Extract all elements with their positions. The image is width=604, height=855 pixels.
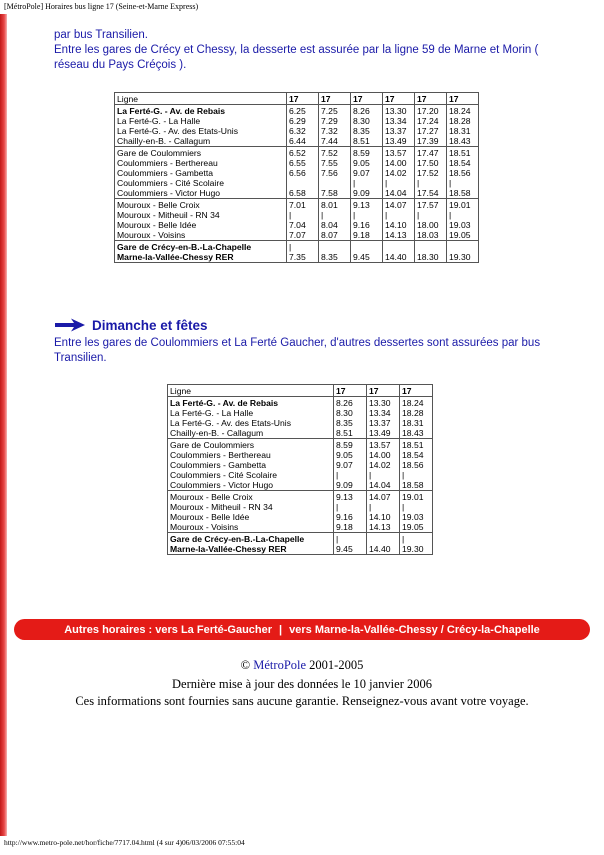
line-number-header: 17 (383, 93, 415, 105)
departure-time: 7.58 (321, 188, 338, 198)
sunday-section-heading (54, 315, 208, 335)
stop-group-row (115, 199, 479, 241)
departure-time: 6.44 (289, 136, 306, 146)
departure-time: 8.30 (353, 116, 370, 126)
line-number-header: 17 (367, 385, 400, 397)
departure-times-cell (447, 241, 479, 263)
stop-name: Gare de Coulommiers (117, 148, 202, 158)
departure-time: 18.51 (449, 148, 471, 158)
last-update-text: Dernière mise à jour des données le 10 janvier 2006 (172, 677, 432, 691)
departure-time: 7.01 (289, 200, 306, 210)
departure-time: 18.28 (449, 116, 471, 126)
departure-time: 9.13 (353, 200, 370, 210)
departure-time: | (289, 242, 292, 252)
left-decorative-bar (0, 14, 7, 836)
departure-time: | (449, 210, 452, 220)
departure-time: 6.29 (289, 116, 306, 126)
departure-time: | (369, 502, 372, 512)
departure-time: | (353, 210, 356, 220)
departure-time: 19.05 (449, 230, 471, 240)
stop-name: Mouroux - Voisins (117, 230, 186, 240)
departure-time: 8.07 (321, 230, 338, 240)
departure-times-cell (415, 105, 447, 147)
sunday-section-title: Dimanche et fêtes (92, 317, 208, 333)
departure-time: | (321, 210, 324, 220)
departure-time: 17.47 (417, 148, 439, 158)
stop-names-cell (168, 397, 334, 439)
departure-time: 17.52 (417, 168, 439, 178)
departure-time: 13.30 (385, 106, 407, 116)
departure-time: 18.43 (402, 428, 424, 438)
stop-name: Chailly-en-B. - Callagum (117, 136, 211, 146)
line-number-header: 17 (319, 93, 351, 105)
stop-names-cell (115, 147, 287, 199)
departure-times-cell (367, 397, 400, 439)
stop-name: Coulommiers - Cité Scolaire (170, 470, 277, 480)
departure-times-cell (400, 397, 433, 439)
departure-times-cell (334, 397, 367, 439)
departure-time: | (449, 178, 452, 188)
departure-time: 14.40 (385, 252, 407, 262)
departure-time: 8.26 (336, 398, 353, 408)
departure-time: 7.25 (321, 106, 338, 116)
departure-time: 7.56 (321, 168, 338, 178)
departure-times-cell (334, 491, 367, 533)
departure-time: 19.01 (449, 200, 471, 210)
departure-time: 19.01 (402, 492, 424, 502)
departure-time (289, 178, 316, 188)
departure-time: 14.10 (385, 220, 407, 230)
other-timetables-banner (14, 619, 590, 640)
departure-time: 17.50 (417, 158, 439, 168)
departure-time: 17.54 (417, 188, 439, 198)
departure-time: 18.24 (402, 398, 424, 408)
departure-time: 8.59 (336, 440, 353, 450)
departure-time: 14.07 (369, 492, 391, 502)
departure-time: 8.04 (321, 220, 338, 230)
stop-name: La Ferté-G. - La Halle (170, 408, 254, 418)
line-number-header: 17 (447, 93, 479, 105)
departure-time: 9.13 (336, 492, 353, 502)
copyright-line (0, 658, 604, 673)
departure-time: 9.45 (336, 544, 353, 554)
departure-time: 13.37 (385, 126, 407, 136)
stop-names-cell (115, 199, 287, 241)
departure-time: 8.35 (321, 252, 338, 262)
departure-time: 19.30 (402, 544, 424, 554)
departure-time: 7.32 (321, 126, 338, 136)
departure-time: 9.16 (336, 512, 353, 522)
departure-time: | (289, 210, 292, 220)
departure-time: 14.13 (369, 522, 391, 532)
departure-time: 6.32 (289, 126, 306, 136)
departure-time: | (369, 470, 372, 480)
departure-times-cell (351, 241, 383, 263)
departure-time: 9.07 (353, 168, 370, 178)
stop-name: Mouroux - Voisins (170, 522, 239, 532)
print-page-header: [MétroPole] Horaires bus ligne 17 (Seine-et-Marne Express) (4, 2, 199, 11)
departure-time: 14.07 (385, 200, 407, 210)
banner-link-marne-la-vallee[interactable]: vers Marne-la-Vallée-Chessy / Crécy-la-Chapelle (289, 623, 540, 636)
departure-times-cell (400, 439, 433, 491)
departure-times-cell (287, 199, 319, 241)
departure-time: 8.51 (353, 136, 370, 146)
line-number-header: 17 (415, 93, 447, 105)
stop-group-row (168, 397, 433, 439)
banner-separator: | (279, 623, 283, 636)
departure-time: 9.16 (353, 220, 370, 230)
stop-name: Coulommiers - Berthereau (170, 450, 271, 460)
departure-time: 18.54 (449, 158, 471, 168)
metropole-link[interactable]: MétroPole (253, 658, 307, 672)
stop-name: Mouroux - Belle Idée (170, 512, 250, 522)
departure-time: 6.25 (289, 106, 306, 116)
departure-time: | (385, 210, 388, 220)
stop-name: La Ferté-G. - Av. de Rebais (170, 398, 279, 408)
departure-time: 17.27 (417, 126, 439, 136)
departure-time: | (417, 178, 420, 188)
stop-name: La Ferté-G. - Av. des Etats-Unis (170, 418, 291, 428)
stop-name: Marne-la-Vallée-Chessy RER (117, 252, 234, 262)
departure-times-cell (287, 147, 319, 199)
departure-times-cell (447, 199, 479, 241)
stop-names-cell (168, 439, 334, 491)
stop-name: Coulommiers - Gambetta (170, 460, 266, 470)
stop-names-cell (115, 105, 287, 147)
disclaimer-text: Ces informations sont fournies sans aucune garantie. Renseignez-vous avant votre voyage. (75, 694, 529, 708)
departure-time: 14.00 (385, 158, 407, 168)
stop-name: Mouroux - Belle Idée (117, 220, 197, 230)
departure-times-cell (400, 533, 433, 555)
banner-direction-ferte-gaucher[interactable]: Autres horaires : vers La Ferté-Gaucher (64, 623, 273, 636)
departure-times-cell (447, 105, 479, 147)
departure-time: 8.35 (336, 418, 353, 428)
departure-time: 8.01 (321, 200, 338, 210)
departure-time: 13.49 (369, 428, 391, 438)
departure-time: 14.13 (385, 230, 407, 240)
stop-name: Coulommiers - Victor Hugo (117, 188, 220, 198)
stop-name: Coulommiers - Berthereau (117, 158, 218, 168)
departure-time: 8.30 (336, 408, 353, 418)
departure-time: 7.55 (321, 158, 338, 168)
departure-time: 18.51 (402, 440, 424, 450)
departure-time: 18.03 (417, 230, 439, 240)
departure-time: 19.03 (449, 220, 471, 230)
departure-time: 13.34 (369, 408, 391, 418)
departure-time: 17.24 (417, 116, 439, 126)
departure-time (449, 242, 476, 252)
departure-time: 18.28 (402, 408, 424, 418)
stop-name: Gare de Coulommiers (170, 440, 255, 450)
departure-time: | (336, 470, 339, 480)
departure-times-cell (383, 241, 415, 263)
departure-time: 13.57 (369, 440, 391, 450)
timetable-sunday (167, 384, 433, 555)
departure-times-cell (334, 439, 367, 491)
stop-name: Mouroux - Mitheuil - RN 34 (117, 210, 220, 220)
departure-time: 14.10 (369, 512, 391, 522)
departure-time: 7.52 (321, 148, 338, 158)
departure-time (353, 242, 380, 252)
stop-names-cell (168, 533, 334, 555)
departure-time: 13.49 (385, 136, 407, 146)
departure-time: 7.29 (321, 116, 338, 126)
departure-times-cell (415, 147, 447, 199)
departure-time: | (402, 470, 405, 480)
departure-time: 6.58 (289, 188, 306, 198)
stop-name: Mouroux - Belle Croix (117, 200, 200, 210)
departure-time: 17.39 (417, 136, 439, 146)
timetable-weekday (114, 92, 479, 263)
departure-time: 19.03 (402, 512, 424, 522)
departure-time: | (385, 178, 388, 188)
arrow-right-icon (54, 317, 86, 333)
departure-time: | (353, 178, 356, 188)
stop-name: Coulommiers - Cité Scolaire (117, 178, 224, 188)
departure-time (321, 242, 348, 252)
departure-time: 9.18 (336, 522, 353, 532)
departure-times-cell (415, 199, 447, 241)
stop-group-row (115, 147, 479, 199)
header-label: Ligne (168, 385, 334, 397)
departure-times-cell (319, 147, 351, 199)
departure-time: 8.35 (353, 126, 370, 136)
stop-name: Mouroux - Belle Croix (170, 492, 253, 502)
departure-times-cell (287, 241, 319, 263)
departure-time (385, 242, 412, 252)
departure-time: 18.30 (417, 252, 439, 262)
departure-time: 18.43 (449, 136, 471, 146)
departure-time (369, 534, 397, 544)
departure-times-cell (287, 105, 319, 147)
departure-time: 14.00 (369, 450, 391, 460)
departure-time: 18.24 (449, 106, 471, 116)
departure-times-cell (334, 533, 367, 555)
stop-name: Chailly-en-B. - Callagum (170, 428, 264, 438)
departure-times-cell (351, 105, 383, 147)
departure-time: 18.54 (402, 450, 424, 460)
stop-name: Gare de Crécy-en-B.-La-Chapelle (170, 534, 305, 544)
departure-time: 13.34 (385, 116, 407, 126)
departure-time: 6.55 (289, 158, 306, 168)
departure-time: 18.56 (449, 168, 471, 178)
departure-time: 9.45 (353, 252, 370, 262)
line-number-header: 17 (287, 93, 319, 105)
departure-time: 8.59 (353, 148, 370, 158)
departure-times-cell (415, 241, 447, 263)
departure-times-cell (351, 199, 383, 241)
line-number-header: 17 (351, 93, 383, 105)
departure-time: 14.02 (369, 460, 391, 470)
departure-time: 14.04 (385, 188, 407, 198)
stop-name: Coulommiers - Victor Hugo (170, 480, 273, 490)
departure-time: 13.57 (385, 148, 407, 158)
line-number-header: 17 (400, 385, 433, 397)
departure-times-cell (383, 199, 415, 241)
departure-time: 9.05 (353, 158, 370, 168)
departure-time: 19.05 (402, 522, 424, 532)
departure-time: 18.58 (449, 188, 471, 198)
departure-time: 17.20 (417, 106, 439, 116)
intro-line-2: Entre les gares de Crécy et Chessy, la desserte est assurée par la ligne 59 de Marne et Morin ( réseau du Pays Créçois ). (54, 44, 539, 71)
departure-time: 13.30 (369, 398, 391, 408)
departure-times-cell (319, 105, 351, 147)
header-label: Ligne (115, 93, 287, 105)
departure-time: 6.52 (289, 148, 306, 158)
stop-group-row (168, 439, 433, 491)
departure-times-cell (367, 533, 400, 555)
departure-time: 14.40 (369, 544, 391, 554)
departure-time: 8.51 (336, 428, 353, 438)
departure-time: 7.35 (289, 252, 306, 262)
stop-names-cell (168, 491, 334, 533)
departure-time: 7.44 (321, 136, 338, 146)
print-page-footer: http://www.metro-pole.net/hor/fiche/7717.04.html (4 sur 4)06/03/2006 07:55:04 (4, 838, 245, 847)
departure-time: 7.07 (289, 230, 306, 240)
stop-name: Mouroux - Mitheuil - RN 34 (170, 502, 273, 512)
stop-group-row (115, 241, 479, 263)
line-number-header: 17 (334, 385, 367, 397)
departure-times-cell (383, 105, 415, 147)
departure-time: 9.07 (336, 460, 353, 470)
departure-time: 8.26 (353, 106, 370, 116)
departure-time: | (402, 502, 405, 512)
departure-time: 18.31 (449, 126, 471, 136)
departure-time: 9.05 (336, 450, 353, 460)
stop-names-cell (115, 241, 287, 263)
departure-time: 18.31 (402, 418, 424, 428)
copyright-years: 2001-2005 (309, 658, 364, 672)
stop-name: La Ferté-G. - La Halle (117, 116, 201, 126)
departure-times-cell (351, 147, 383, 199)
departure-times-cell (367, 491, 400, 533)
stop-group-row (115, 105, 479, 147)
departure-time: 18.00 (417, 220, 439, 230)
intro-line-1: par bus Transilien. (54, 29, 148, 41)
departure-times-cell (319, 241, 351, 263)
departure-time: | (336, 502, 339, 512)
stop-name: Coulommiers - Gambetta (117, 168, 213, 178)
departure-time: 9.09 (353, 188, 370, 198)
departure-time: 6.56 (289, 168, 306, 178)
departure-time: 19.30 (449, 252, 471, 262)
intro-text (54, 28, 554, 73)
departure-times-cell (383, 147, 415, 199)
departure-time (321, 178, 348, 188)
departure-time: 17.57 (417, 200, 439, 210)
departure-time (417, 242, 444, 252)
stop-name: Marne-la-Vallée-Chessy RER (170, 544, 287, 554)
departure-time: 9.18 (353, 230, 370, 240)
stop-name: Gare de Crécy-en-B.-La-Chapelle (117, 242, 252, 252)
departure-times-cell (447, 147, 479, 199)
departure-time: 9.09 (336, 480, 353, 490)
departure-times-cell (400, 491, 433, 533)
departure-time: | (402, 534, 405, 544)
departure-time: 18.58 (402, 480, 424, 490)
departure-time: 14.04 (369, 480, 391, 490)
stop-group-row (168, 491, 433, 533)
stop-name: La Ferté-G. - Av. de Rebais (117, 106, 226, 116)
departure-times-cell (319, 199, 351, 241)
departure-time: 14.02 (385, 168, 407, 178)
copyright-symbol: © (240, 658, 251, 672)
departure-time: 13.37 (369, 418, 391, 428)
departure-time: | (417, 210, 420, 220)
stop-name: La Ferté-G. - Av. des Etats-Unis (117, 126, 238, 136)
departure-times-cell (367, 439, 400, 491)
stop-group-row (168, 533, 433, 555)
sunday-intro-text: Entre les gares de Coulommiers et La Ferté Gaucher, d'autres dessertes sont assurées par bus Transilien. (54, 337, 541, 364)
departure-time: 18.56 (402, 460, 424, 470)
departure-time: 7.04 (289, 220, 306, 230)
departure-time: | (336, 534, 339, 544)
